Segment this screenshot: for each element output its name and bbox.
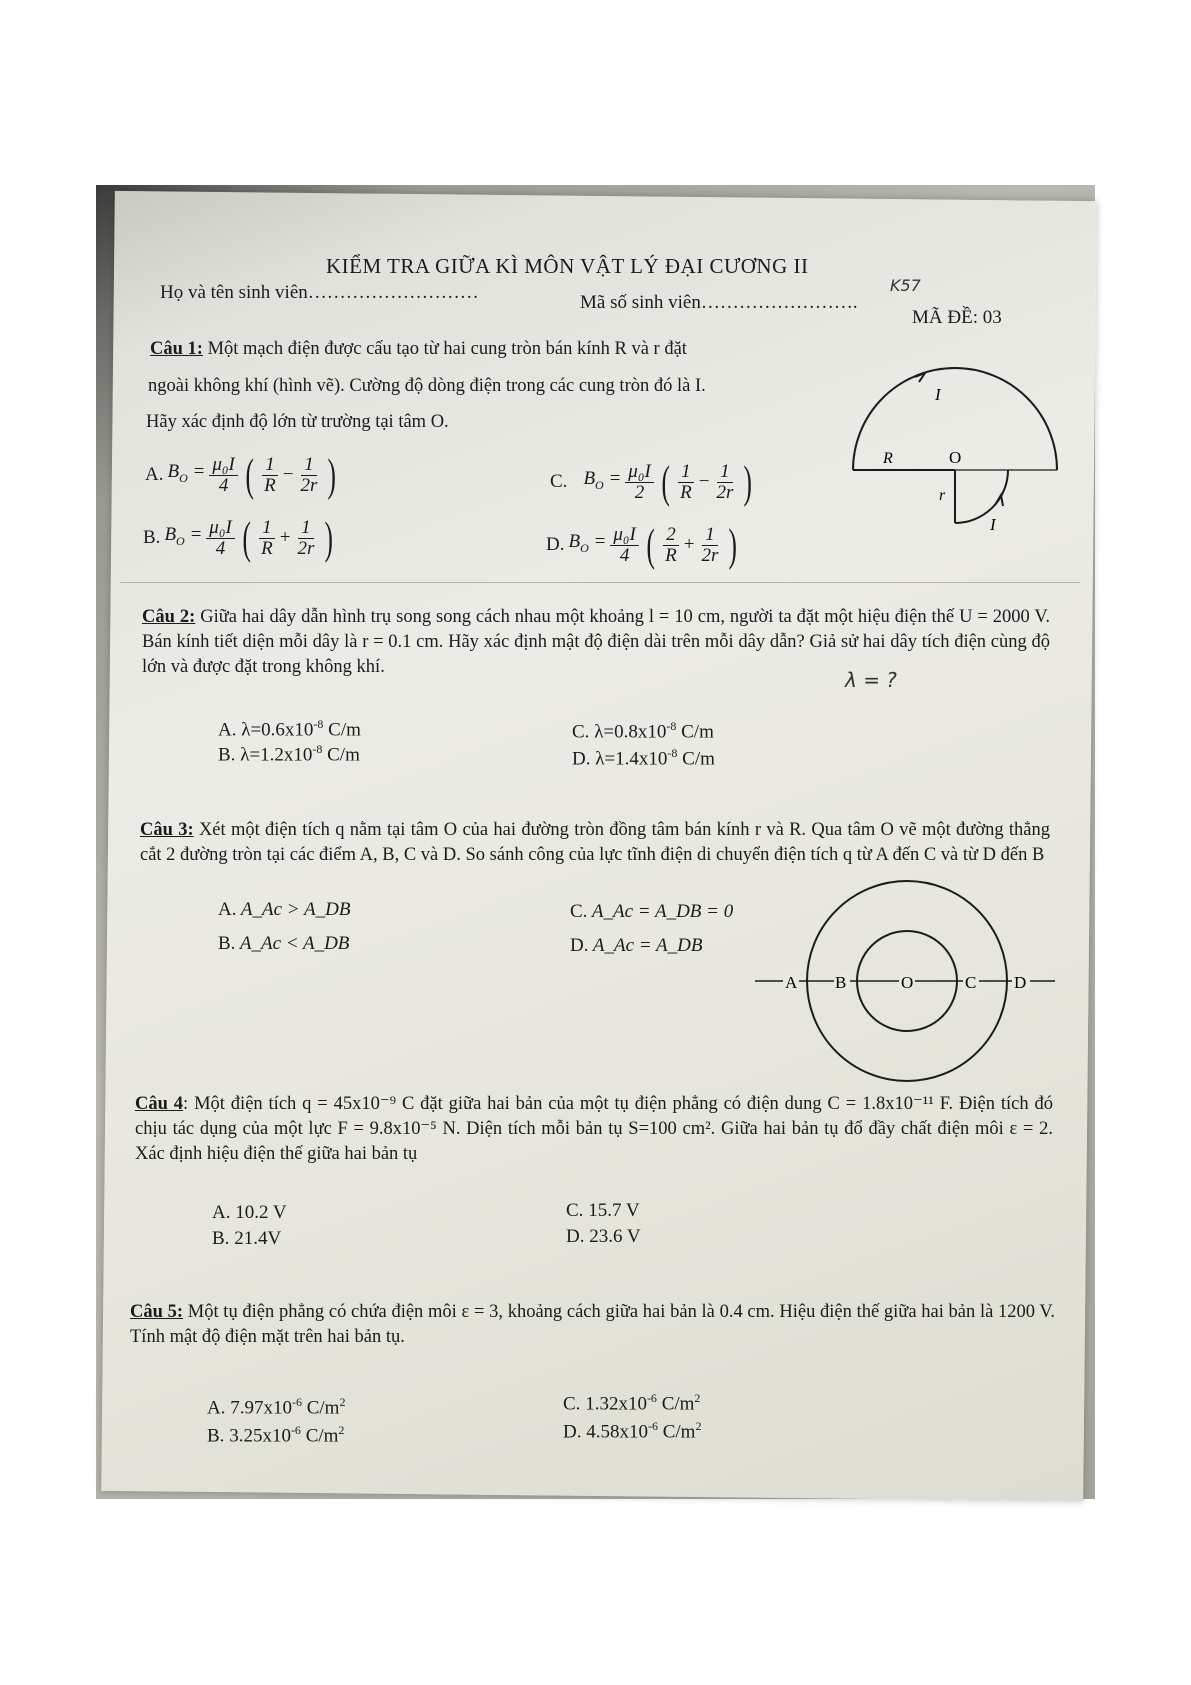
q1-text-line2: ngoài không khí (hình vẽ). Cường độ dòng điện trong các cung tròn đó là I. [148,376,706,396]
label-r: r [939,487,946,504]
q2-handwritten: λ = ? [845,668,897,692]
option-letter: A. [145,464,164,485]
q1-text-line3: Hãy xác định độ lớn từ trường tại tâm O. [146,412,449,432]
exam-title: KIỂM TRA GIỮA KÌ MÔN VẬT LÝ ĐẠI CƯƠNG II [326,254,809,278]
q4-option-c [566,1199,640,1223]
q1-option-c: C. $B_O$ = $\frac{\text{μ₀I}}{2}$ ( $\frac{1}{R}$ − $\frac{1}{2r}$ ) [550,456,753,507]
option-unit: C/m [323,719,361,741]
frac-den: R [261,537,273,559]
option-letter: B. [212,1228,230,1249]
option-value: 7.97x10 [230,1397,292,1419]
option-letter: B. [218,744,236,766]
option-value: 3.25x10 [229,1425,291,1447]
q2-text: Giữa hai dây dẫn hình trụ song song cách nhau một khoảng l = 10 cm, người ta đặt một hiệu điện thế U = 2000 V. Bán kính tiết diện mỗi dây là r = 0.1 cm. Hãy xác định mật độ điện dài trên mỗi dây dẫn? Giả sử hai dây tích điện cùng độ lớn và được đặt trong không khí. [142,607,1051,677]
q3-concentric-figure [750,880,1060,1085]
option-value: 21.4V [234,1228,282,1249]
label-R: R [883,450,893,467]
q3-option-b [218,932,349,956]
frac-num: 1 [301,455,317,476]
label-O: O [949,448,962,467]
option-letter: D. [566,1226,585,1247]
q4-paragraph: Câu 4: Một điện tích q = 45x10⁻⁹ C đặt giữa hai bản của một tụ điện phẳng có điện dung C = 1.8x10⁻¹¹ F. Điện tích đó chịu tác dụng của một lực F = 9.8x10⁻⁵ N. Diện tích mỗi bản tụ S=100 cm². Giữa hai bản tụ đổ đầy chất điện môi ε = 2. Xác định hiệu điện thế giữa hai bản tụ [135,1094,1054,1164]
option-expr: A_Ac < A_DB [239,933,350,954]
label-O: O [901,973,914,992]
option-value: 15.7 V [588,1200,640,1221]
q3-paragraph [140,818,1050,868]
option-value: 10.2 V [235,1202,287,1223]
option-letter: C. [563,1393,581,1415]
frac-num: μ₀I [610,525,638,546]
q3-option-c [570,900,733,924]
option-exp: -6 [291,1395,302,1409]
option-value: λ=0.8x10 [594,721,667,743]
q5-text: Một tụ điện phẳng có chứa điện môi ε = 3, khoảng cách giữa hai bản là 0.4 cm. Hiệu điện thế giữa hai bản là 1200 V. Tính mật độ điện mặt trên hai bản tụ. [130,1302,1056,1347]
formula-sub: O [595,477,604,492]
option-exp: -8 [667,746,678,760]
q1-label: Câu 1: [150,339,203,359]
student-name-label: Họ và tên sinh viên……………………… [160,282,479,303]
student-id-label: Mã số sinh viên……………………. [580,292,858,313]
q1-option-a: A. $B_O$ = $\frac{\text{μ₀I}}{4}$ ( $\frac{1}{R}$ − $\frac{1}{2r}$ ) [145,449,337,500]
option-letter: C. [570,901,588,922]
formula-operator: − [282,464,294,485]
option-expr: A_Ac = A_DB = 0 [591,901,734,922]
q1-text-line1: Một mạch điện được cấu tạo từ hai cung tròn bán kính R và r đặt [207,339,687,359]
q4-option-d [566,1225,641,1249]
q5-option-a [207,1390,345,1420]
label-D: D [1014,973,1027,992]
option-value: λ=1.4x10 [595,748,668,770]
q2-option-c [572,714,714,744]
formula-operator: + [279,527,291,548]
option-letter: B. [207,1425,225,1447]
option-exp: -8 [312,742,323,756]
q5-option-b [207,1418,344,1448]
formula-sub: O [179,470,188,485]
frac-num: 1 [717,462,733,483]
q3-text: Xét một điện tích q nằm tại tâm O của hai đường tròn đồng tâm bán kính r và R. Qua tâm O vẽ một đường thẳng cắt 2 đường tròn tại các điểm A, B, C và D. So sánh công của lực tĩnh điện di chuyển điện tích q từ A đến C và từ D đến B [140,820,1051,865]
label-I-top: I [935,385,941,404]
option-unit-exp: 2 [695,1419,702,1433]
q4-label: Câu 4 [135,1094,184,1114]
formula-lhs: B [583,468,596,490]
option-letter: C. [566,1200,584,1221]
option-expr: A_Ac > A_DB [240,899,351,920]
q1-line1 [150,337,687,362]
frac-den: 4 [215,537,226,559]
option-letter: A. [218,899,237,920]
frac-den: 4 [619,544,630,566]
formula-lhs: B [568,531,581,553]
frac-num: μ₀I [625,462,653,483]
q5-paragraph [130,1300,1055,1350]
frac-num: 1 [262,455,278,476]
frac-num: μ₀I [206,518,234,539]
label-C: C [965,973,977,992]
frac-den: 2 [634,481,645,503]
option-letter: A. [218,719,237,741]
formula-operator: − [698,471,710,492]
option-value: λ=0.6x10 [241,719,314,741]
option-unit-exp: 2 [339,1395,346,1409]
frac-num: 1 [259,518,275,539]
formula-lhs: B [164,524,177,546]
frac-num: 1 [702,525,718,546]
handwritten-note: K57 [890,276,921,295]
q3-option-d [570,934,702,958]
option-unit: C/m [301,1397,340,1419]
option-value: 23.6 V [589,1226,641,1247]
label-B: B [835,973,847,992]
option-value: 4.58x10 [586,1421,648,1443]
option-unit: C/m [300,1425,339,1447]
option-exp: -8 [313,717,324,731]
formula-lhs: B [167,461,180,483]
option-unit: C/m [656,1393,695,1415]
q4-option-b [212,1227,281,1251]
option-unit-exp: 2 [338,1423,345,1437]
current-arrow-icon [915,373,925,382]
q2-paragraph [142,605,1050,680]
option-letter: D. [546,534,565,555]
option-exp: -6 [647,1419,658,1433]
formula-sub: O [580,540,589,555]
q1-option-d: D. $B_O$ = $\frac{\text{μ₀I}}{4}$ ( $\frac{2}{R}$ + $\frac{1}{2r}$ ) [546,519,738,570]
option-unit: C/m [676,721,714,743]
option-value: λ=1.2x10 [240,744,313,766]
option-letter: C. [572,721,590,743]
q4-option-a [212,1201,287,1225]
option-exp: -6 [646,1391,657,1405]
frac-den: 2r [297,537,315,559]
frac-num: μ₀I [209,455,237,476]
frac-den: 4 [218,474,229,496]
option-letter: C. [550,471,568,492]
formula-sub: O [176,533,185,548]
q4-text: Một điện tích q = 45x10⁻⁹ C đặt giữa hai bản của một tụ điện phẳng có điện dung C = 1.8x10⁻¹¹ F. Điện tích đó chịu tác dụng của một lực F = 9.8x10⁻⁵ N. Diện tích mỗi bản tụ S=100 cm². Giữa hai bản tụ đổ đầy chất điện môi ε = 2. Xác định hiệu điện thế giữa hai bản tụ [135,1094,1054,1164]
q2-option-d [572,741,715,771]
q5-option-d [563,1414,701,1444]
q1-option-b: B. $B_O$ = $\frac{\text{μ₀I}}{4}$ ( $\frac{1}{R}$ + $\frac{1}{2r}$ ) [143,512,334,563]
option-letter: A. [212,1202,231,1223]
frac-num: 1 [678,462,694,483]
q3-label: Câu 3: [140,820,194,840]
exam-code: MÃ ĐỀ: 03 [912,307,1002,328]
option-letter: B. [218,933,236,954]
option-unit-exp: 2 [694,1391,701,1405]
frac-den: R [665,544,677,566]
q5-label: Câu 5: [130,1302,184,1322]
q5-option-c [563,1386,700,1416]
frac-den: 2r [716,481,734,503]
option-letter: A. [207,1397,226,1419]
option-expr: A_Ac = A_DB [592,935,703,956]
option-letter: B. [143,527,161,548]
option-value: 1.32x10 [585,1393,647,1415]
option-letter: D. [572,748,591,770]
q1-circuit-figure [845,365,1060,535]
frac-num: 1 [298,518,314,539]
q2-label: Câu 2: [142,607,196,627]
fold-line [120,582,1080,583]
label-I-small: I [990,515,996,534]
frac-den: 2r [300,474,318,496]
option-exp: -8 [666,719,677,733]
frac-den: R [680,481,692,503]
frac-den: R [264,474,276,496]
label-A: A [785,973,798,992]
option-unit: C/m [657,1421,696,1443]
frac-num: 2 [663,525,679,546]
q2-option-b [218,737,360,767]
option-letter: D. [563,1421,582,1443]
option-exp: -6 [290,1423,301,1437]
option-unit: C/m [322,744,360,766]
frac-den: 2r [701,544,719,566]
option-unit: C/m [677,748,715,770]
formula-operator: + [683,534,695,555]
option-letter: D. [570,935,589,956]
q3-option-a [218,898,350,922]
